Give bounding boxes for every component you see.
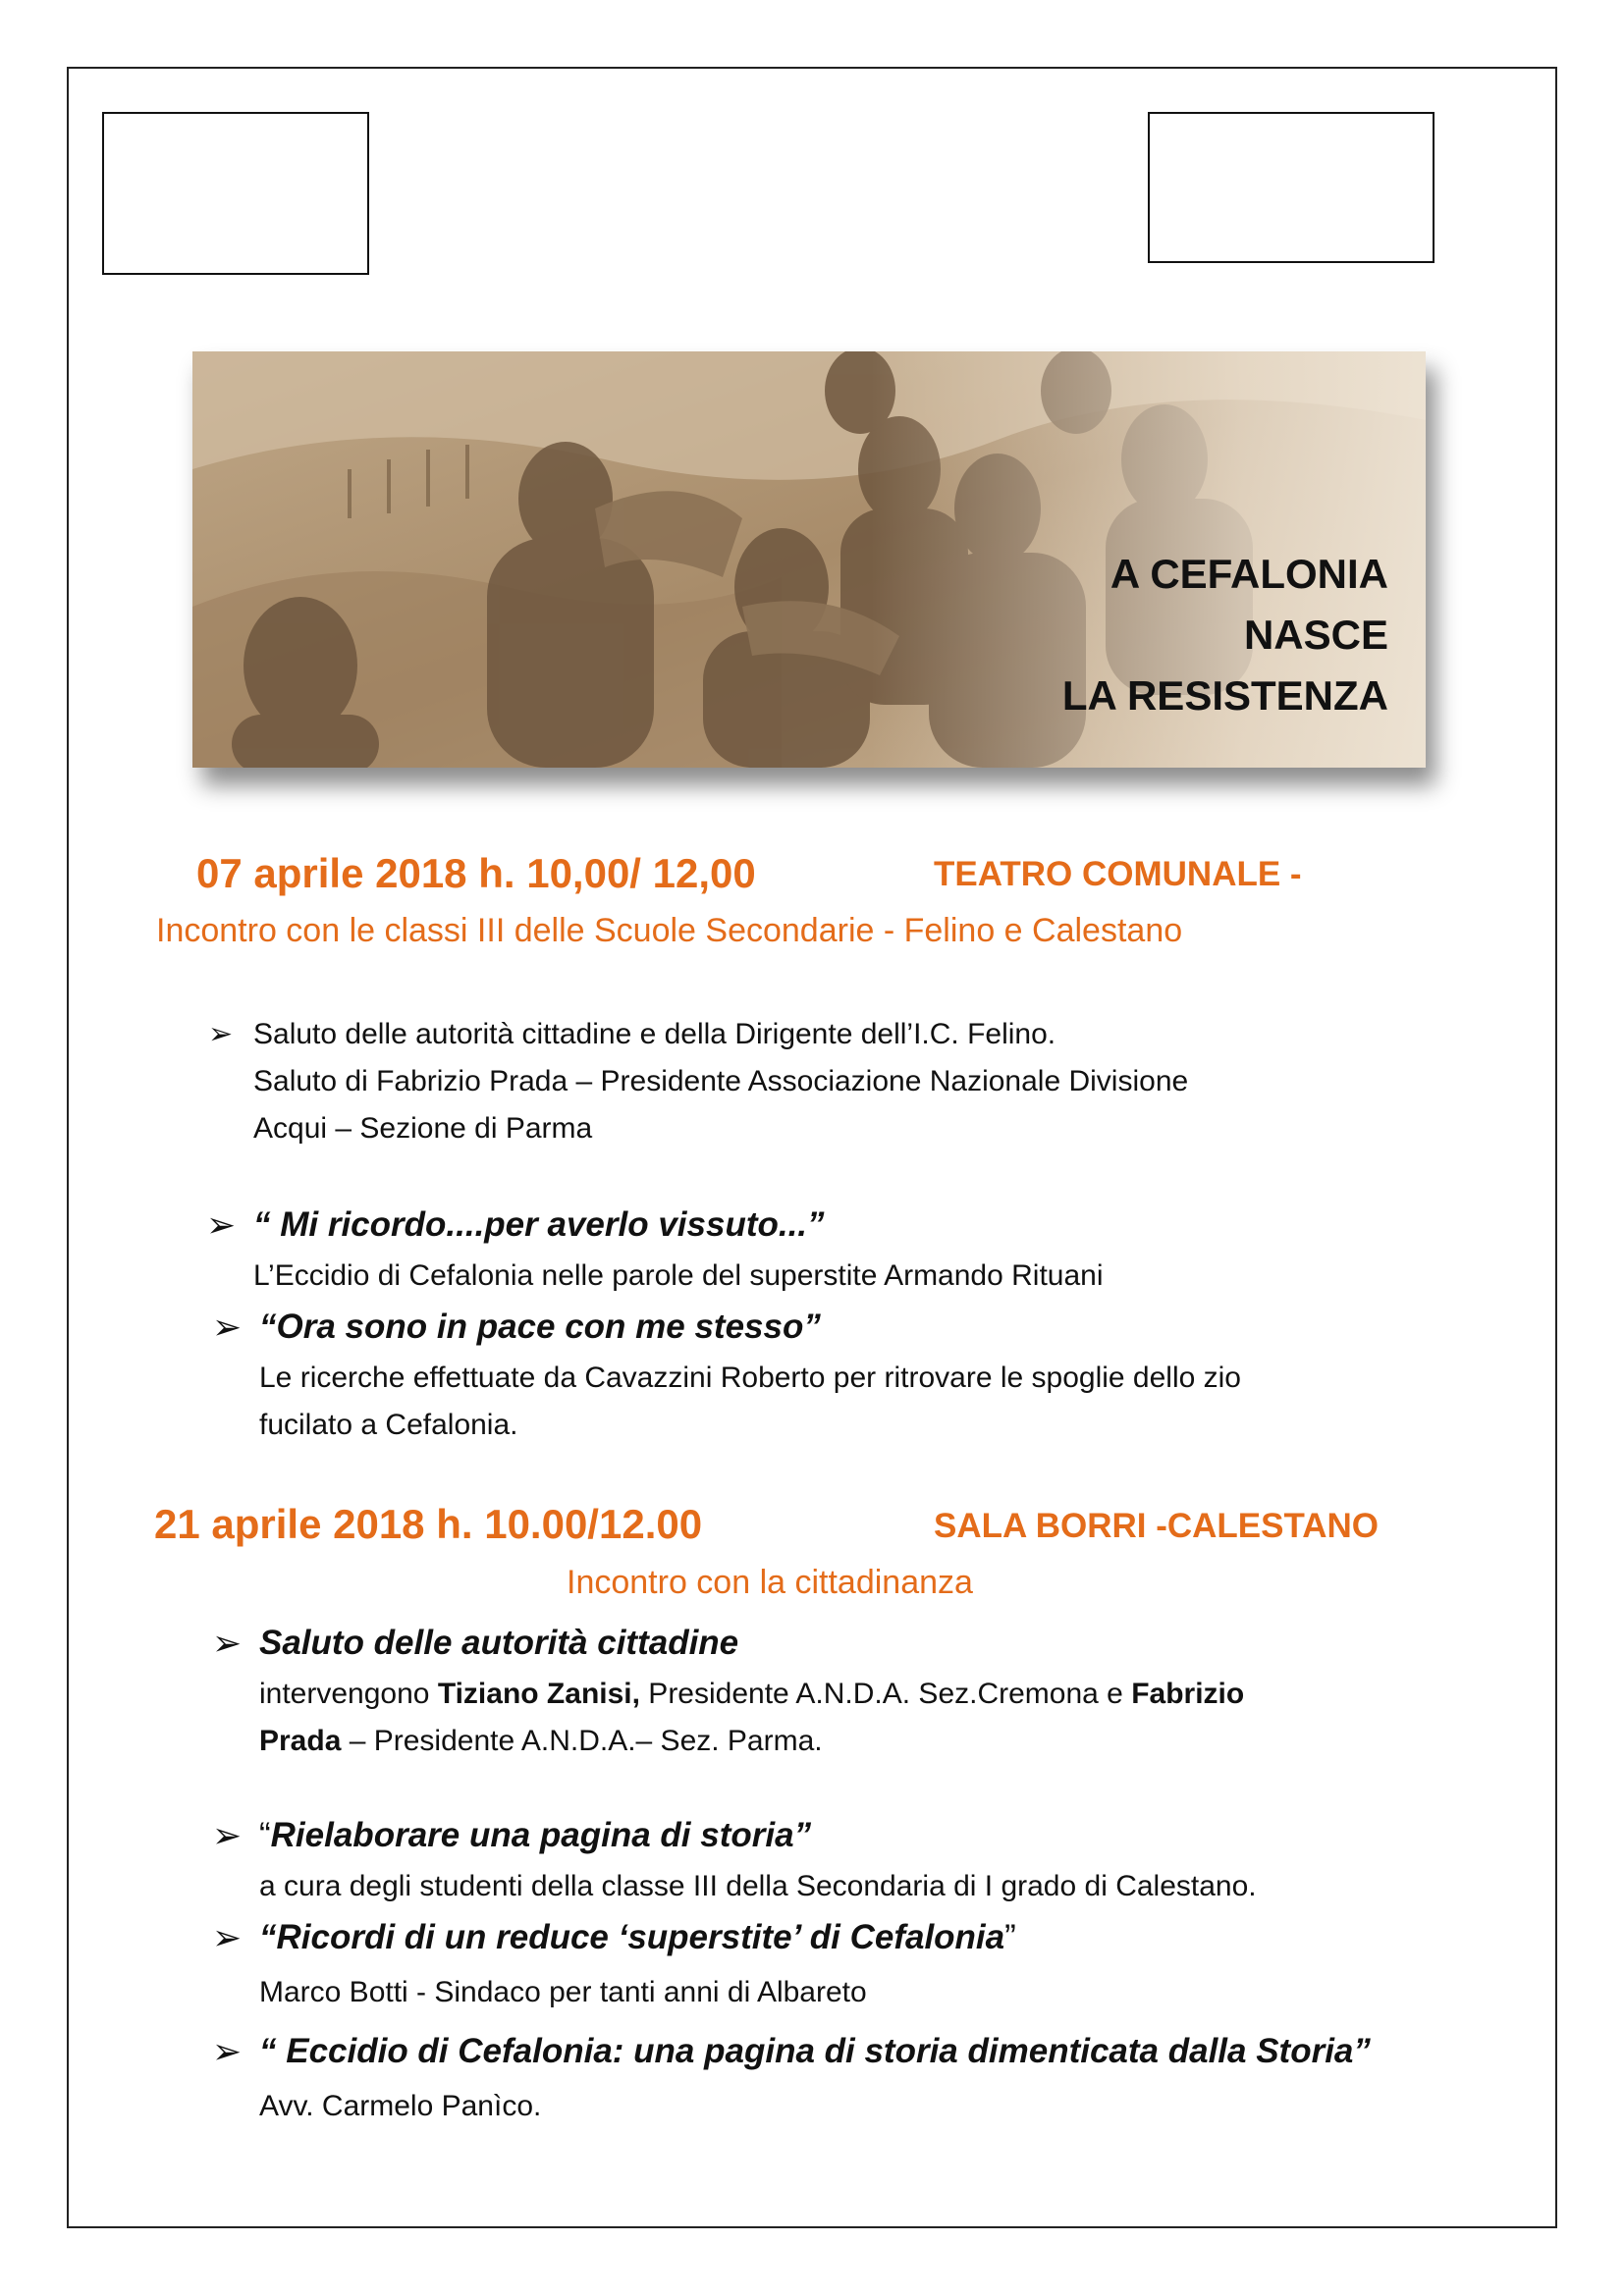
speaker-name: Prada <box>259 1725 342 1757</box>
event1-item2-heading: “ Mi ricordo....per averlo vissuto...” <box>253 1205 825 1244</box>
event2-item3-text: Marco Botti - Sindaco per tanti anni di Albareto <box>259 1976 867 2008</box>
speaker-name: Tiziano Zanisi, <box>437 1678 640 1710</box>
event1-item3-line: Le ricerche effettuate da Cavazzini Roberto per ritrovare le spoglie dello zio <box>259 1362 1241 1394</box>
event2-item2-text: a cura degli studenti della classe III della Secondaria di I grado di Calestano. <box>259 1870 1257 1902</box>
event2-item1-line2 <box>259 1718 823 1765</box>
logo-placeholder-right <box>1148 112 1435 263</box>
arrow-bullet-icon: ➢ <box>212 1623 243 1663</box>
event1-subtitle: Incontro con le classi III delle Scuole Secondarie - Felino e Calestano <box>156 912 1183 949</box>
logo-placeholder-left <box>102 112 369 275</box>
event2-item2-heading <box>259 1812 811 1861</box>
speaker-name: Fabrizio <box>1131 1678 1245 1710</box>
arrow-bullet-icon: ➢ <box>208 1018 234 1050</box>
text-segment: Presidente A.N.D.A. Sez.Cremona e <box>639 1678 1132 1710</box>
arrow-bullet-icon: ➢ <box>212 1815 243 1855</box>
event1-item1-line: Saluto delle autorità cittadine e della Dirigente dell’I.C. Felino. <box>253 1018 1056 1050</box>
quote-mark: “ <box>259 1816 271 1854</box>
event2-venue: SALA BORRI -CALESTANO <box>934 1507 1380 1545</box>
event2-item4-heading: “ Eccidio di Cefalonia: una pagina di storia dimenticata dalla Storia” <box>259 2032 1371 2070</box>
event2-date: 21 aprile 2018 h. 10.00/12.00 <box>154 1501 703 1547</box>
event1-item3-heading: “Ora sono in pace con me stesso” <box>259 1308 821 1346</box>
banner-title-line: LA RESISTENZA <box>1061 672 1388 719</box>
event1-item1-line: Acqui – Sezione di Parma <box>253 1112 593 1145</box>
event2-subtitle: Incontro con la cittadinanza <box>567 1564 973 1601</box>
event1-date: 07 aprile 2018 h. 10,00/ 12,00 <box>196 850 756 896</box>
banner-title-line: NASCE <box>1243 612 1388 658</box>
arrow-bullet-icon: ➢ <box>206 1204 237 1245</box>
arrow-bullet-icon: ➢ <box>212 2031 243 2071</box>
text-segment: – Presidente A.N.D.A.– Sez. Parma. <box>341 1725 823 1757</box>
arrow-bullet-icon: ➢ <box>212 1307 243 1347</box>
event1-item1-line: Saluto di Fabrizio Prada – Presidente Associazione Nazionale Divisione <box>253 1065 1189 1097</box>
event1-venue: TEATRO COMUNALE - <box>934 855 1302 893</box>
banner-title <box>1062 544 1388 726</box>
event2-item1-line1 <box>259 1671 1244 1718</box>
event2-item3-heading <box>259 1914 1016 1963</box>
banner-title-line: A CEFALONIA <box>1110 551 1388 597</box>
text-segment: intervengono <box>259 1678 438 1710</box>
event2-item1-heading: Saluto delle autorità cittadine <box>259 1624 739 1662</box>
event1-item2-text: L’Eccidio di Cefalonia nelle parole del superstite Armando Rituani <box>253 1259 1104 1292</box>
event1-item3-line: fucilato a Cefalonia. <box>259 1409 518 1441</box>
event2-item4-text: Avv. Carmelo Panìco. <box>259 2090 542 2122</box>
banner-photo <box>192 351 1426 768</box>
arrow-bullet-icon: ➢ <box>212 1917 243 1957</box>
heading-text: Rielaborare una pagina di storia” <box>270 1816 812 1854</box>
heading-text: “Ricordi di un reduce ‘superstite’ di Cefalonia <box>259 1918 1005 1956</box>
quote-mark: ” <box>1004 1918 1016 1956</box>
